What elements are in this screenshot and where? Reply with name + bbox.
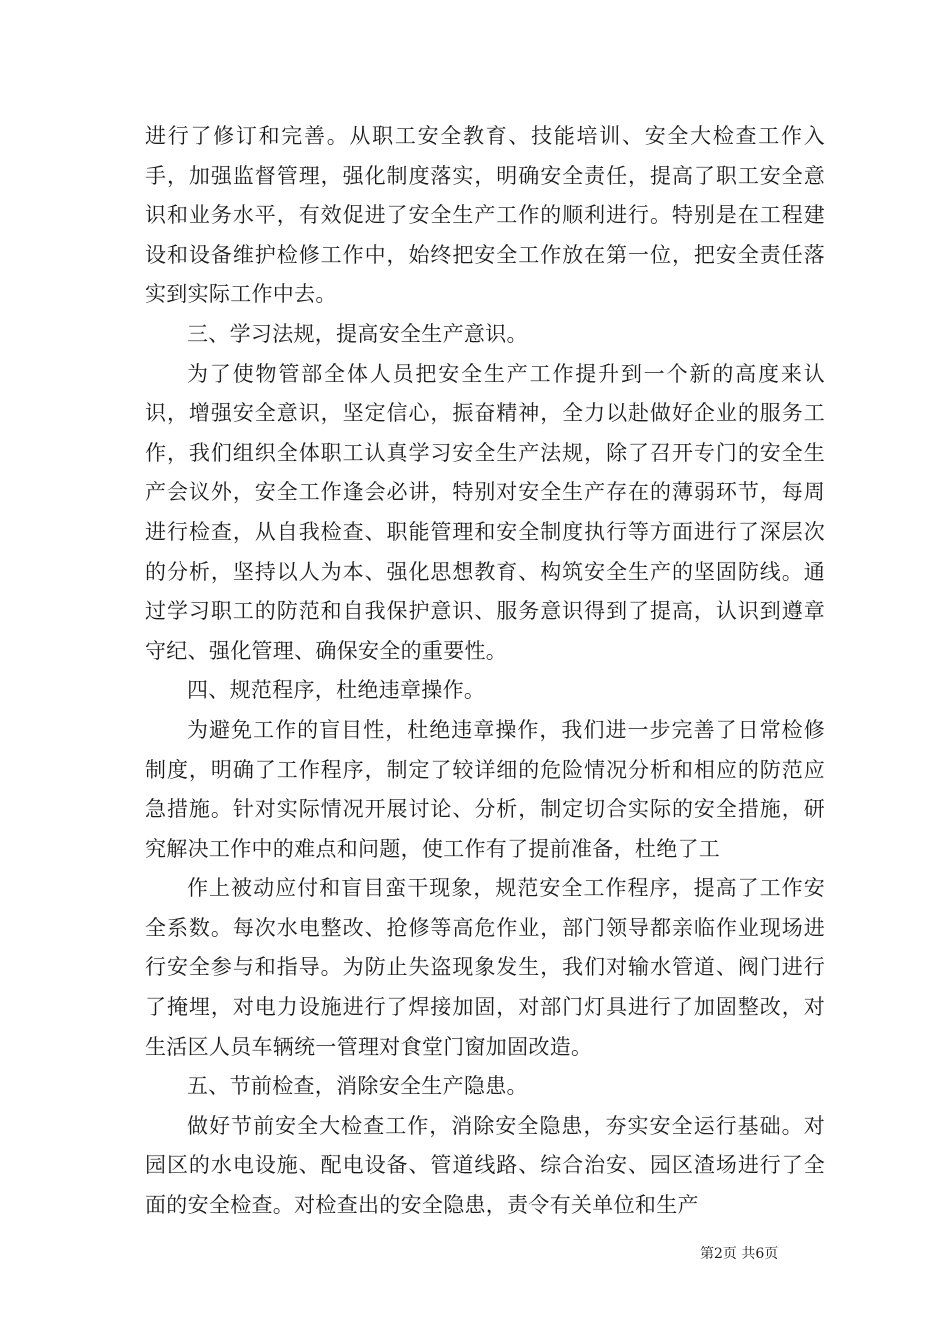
section-heading-4: 四、规范程序，杜绝违章操作。: [187, 678, 486, 703]
section-heading-5: 五、节前检查，消除安全生产隐患。: [187, 1074, 528, 1099]
paragraph-continuation: 进行了修订和完善。从职工安全教育、技能培训、安全大检查工作入手，加强监督管理，强化制度落实，明确安全责任，提高了职工安全意识和业务水平，有效促进了安全生产工作的顺利进行。特别是在工程建设和设备维护检修工作中，始终把安全工作放在第一位，把安全责任落实到实际工作中去。: [145, 124, 825, 307]
paragraph-pre-holiday-inspection: 做好节前安全大检查工作，消除安全隐患，夯实安全运行基础。对园区的水电设施、配电设备、管道线路、综合治安、园区渣场进行了全面的安全检查。对检查出的安全隐患，责令有关单位和生产: [145, 1113, 825, 1218]
footer-middle: 页 共: [722, 1246, 756, 1262]
footer-prefix: 第: [700, 1246, 714, 1262]
paragraph-standardize-procedures: 为避免工作的盲目性，杜绝违章操作，我们进一步完善了日常检修制度，明确了工作程序，制定了较详细的危险情况分析和相应的防范应急措施。针对实际情况开展讨论、分析，制定切合实际的安全措施，研究解决工作中的难点和问题，使工作有了提前准备，杜绝了工: [145, 717, 825, 861]
page-number-footer: [700, 1245, 778, 1263]
paragraph-study-regulations: 为了使物管部全体人员把安全生产工作提升到一个新的高度来认识，增强安全意识，坚定信心，振奋精神，全力以赴做好企业的服务工作，我们组织全体职工认真学习安全生产法规，除了召开专门的安全生产会议外，安全工作逢会必讲，特别对安全生产存在的薄弱环节，每周进行检查，从自我检查、职能管理和安全制度执行等方面进行了深层次的分析，坚持以人为本、强化思想教育、构筑安全生产的坚固防线。通过学习职工的防范和自我保护意识、服务意识得到了提高，认识到遵章守纪、强化管理、确保安全的重要性。: [145, 361, 825, 663]
footer-total-pages: 6: [755, 1246, 765, 1262]
section-heading-3: 三、学习法规，提高安全生产意识。: [187, 321, 528, 346]
footer-suffix: 页: [764, 1246, 779, 1262]
footer-current-page: 2: [714, 1246, 723, 1262]
paragraph-procedures-continued: 作上被动应付和盲目蛮干现象，规范安全工作程序，提高了工作安全系数。每次水电整改、抢修等高危作业，部门领导都亲临作业现场进行安全参与和指导。为防止失盗现象发生，我们对输水管道、阀门进行了掩埋，对电力设施进行了焊接加固，对部门灯具进行了加固整改，对生活区人员车辆统一管理对食堂门窗加固改造。: [145, 876, 825, 1059]
body-text: [145, 117, 825, 1226]
